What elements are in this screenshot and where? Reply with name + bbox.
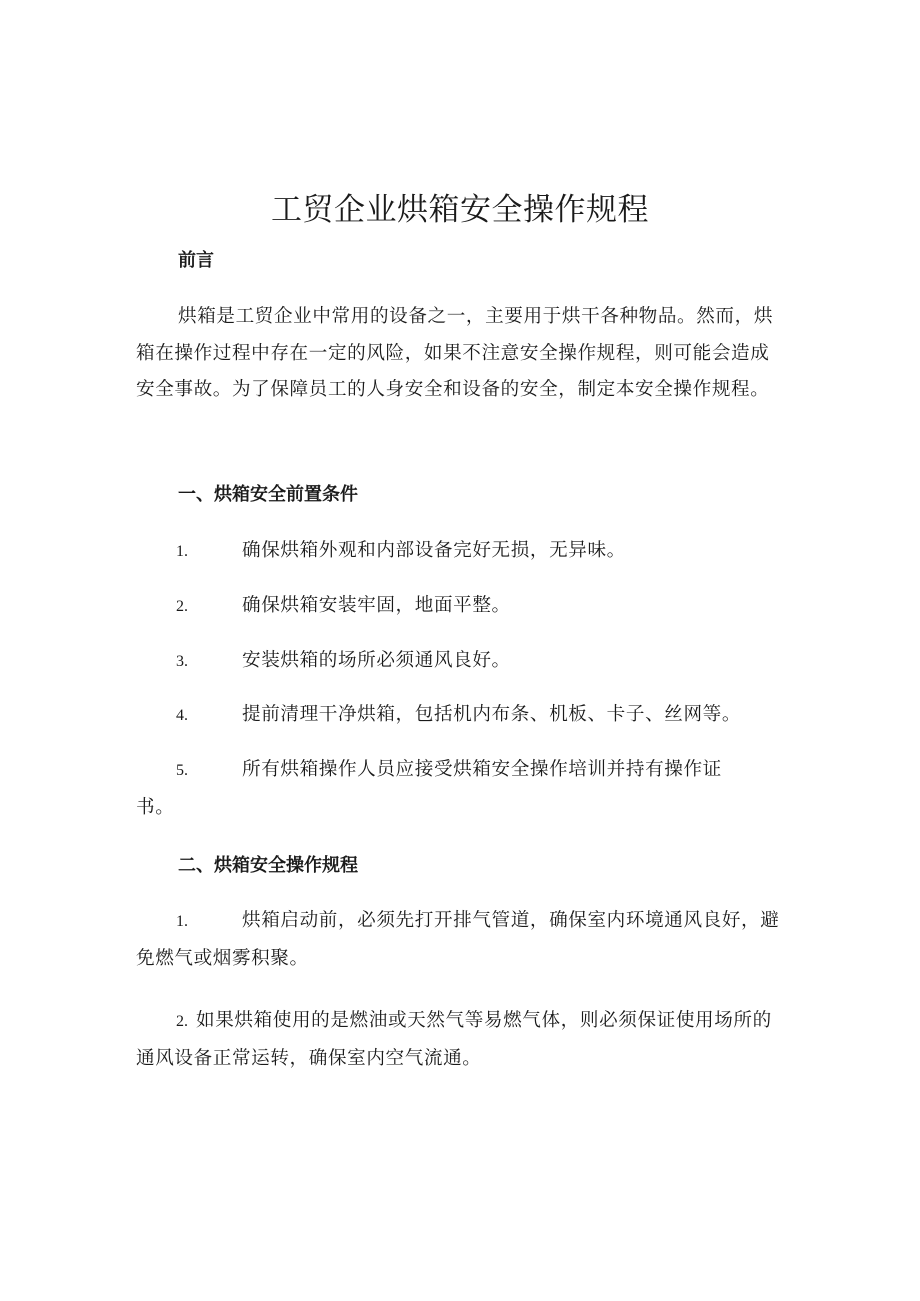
list-item-text: 确保烘箱外观和内部设备完好无损，无异味。 [242, 540, 626, 561]
list-item-text: 烘箱启动前，必须先打开排气管道，确保室内环境通风良好，避免燃气或烟雾积聚。 [136, 910, 780, 969]
preface-heading: 前言 [178, 250, 214, 271]
document-title: 工贸企业烘箱安全操作规程 [271, 192, 649, 228]
list-item-text: 所有烘箱操作人员应接受烘箱安全操作培训并持有操作证书。 [136, 759, 722, 818]
list-item-text: 安装烘箱的场所必须通风良好。 [242, 650, 511, 671]
list-item-number: 2. [176, 1013, 188, 1030]
list-item [136, 643, 784, 681]
list-item [136, 588, 784, 626]
section2-heading: 二、烘箱安全操作规程 [178, 855, 358, 876]
list-item [136, 903, 784, 977]
list-item-number: 1. [176, 543, 188, 560]
list-item-text: 提前清理干净烘箱，包括机内布条、机板、卡子、丝网等。 [242, 704, 742, 725]
list-item [136, 697, 784, 735]
list-item-number: 3. [176, 653, 188, 670]
list-item [136, 533, 784, 571]
preface-paragraph: 烘箱是工贸企业中常用的设备之一，主要用于烘干各种物品。然而，烘箱在操作过程中存在一定的风险，如果不注意安全操作规程，则可能会造成安全事故。为了保障员工的人身安全和设备的安全，制定本安全操作规程。 [136, 306, 774, 400]
list-item-text: 确保烘箱安装牢固，地面平整。 [242, 595, 511, 616]
section1-heading: 一、烘箱安全前置条件 [178, 484, 358, 505]
list-item-number: 4. [176, 707, 188, 724]
list-item-text: 如果烘箱使用的是燃油或天然气等易燃气体，则必须保证使用场所的通风设备正常运转，确保室内空气流通。 [136, 1010, 772, 1069]
list-item-number: 2. [176, 598, 188, 615]
list-item [136, 752, 746, 826]
list-item [136, 1003, 784, 1077]
list-item-number: 1. [176, 913, 188, 930]
list-item-number: 5. [176, 762, 188, 779]
